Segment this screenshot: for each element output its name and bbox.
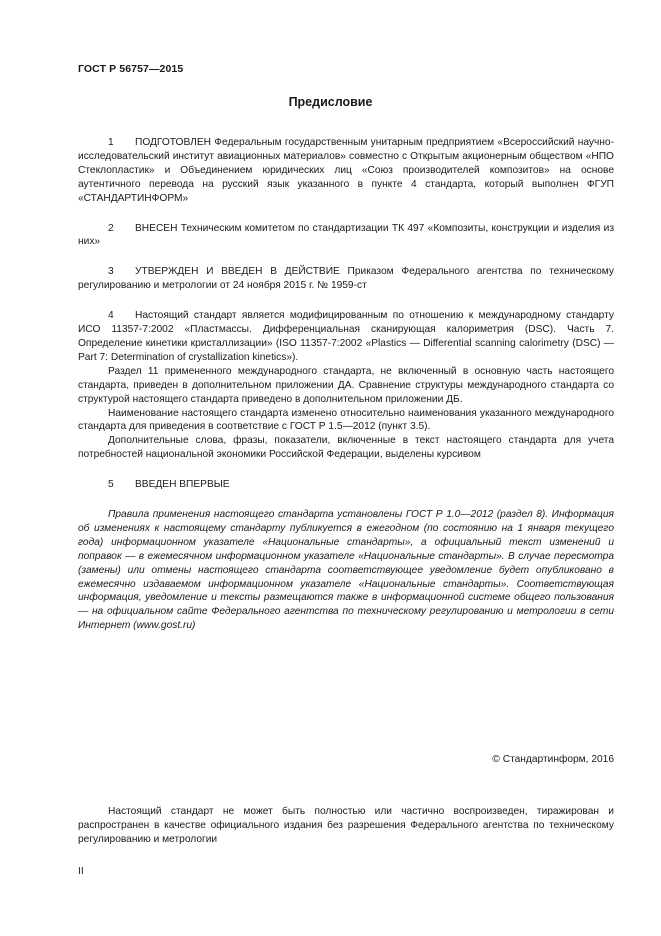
section-number: 1 — [108, 137, 114, 148]
application-rules-note: Правила применения настоящего стандарта установлены ГОСТ Р 1.0—2012 (раздел 8). Информация об изменениях к настоящему стандарту публикуется в ежегодном (по состоянию на 1 января текущего года) информационном указателе «Национальные стандарты», а официальный текст изменений и поправок — в ежемесячном информационном указателе «Национальные стандарты». В случае пересмотра (замены) или отмены настоящего стандарта соответствующее уведомление будет опубликовано в ежемесячно издаваемом информационном указателе «Национальные стандарты». Соответствующая информация, уведомление и тексты размещаются также в информационной системе общего пользования — на официальном сайте Федерального агентства по техническому регулированию и метрологии в сети Интернет (www.gost.ru) — [78, 509, 614, 632]
section-text: ВНЕСЕН Техническим комитетом по стандартизации ТК 497 «Композиты, конструкции и изделия из них» — [78, 222, 614, 248]
section-number: 3 — [108, 266, 114, 278]
section-3 — [78, 265, 614, 293]
section-number: 5 — [108, 479, 114, 491]
section-1 — [78, 136, 614, 206]
page-title: Предисловие — [288, 95, 373, 109]
section-text: ВВЕДЕН ВПЕРВЫЕ — [135, 479, 230, 491]
section-paragraph — [78, 309, 614, 365]
foreword-content — [78, 136, 614, 633]
section-paragraph — [78, 222, 614, 250]
copyright-notice: © Стандартинформ, 2016 — [492, 754, 614, 765]
page-number: II — [78, 866, 84, 877]
section-2 — [78, 222, 614, 250]
section-paragraph — [78, 265, 614, 293]
section-number: 4 — [108, 310, 114, 322]
reproduction-notice: Настоящий стандарт не может быть полностью или частично воспроизведен, тиражирован и распространен в качестве официального издания без разрешения Федерального агентства по техническому регулированию и метрологии — [78, 806, 614, 845]
section-paragraph: Раздел 11 примененного международного стандарта, не включенный в основную часть настоящего стандарта, приведен в дополнительном приложении ДА. Сравнение структуры международного стандарта со структурой настоящего стандарта приведено в дополнительном приложении ДБ. — [78, 365, 614, 405]
section-5 — [78, 478, 614, 492]
section-paragraph — [78, 478, 614, 492]
section-number: 2 — [108, 222, 114, 234]
section-paragraph: Наименование настоящего стандарта изменено относительно наименования указанного международного стандарта для приведения в соответствие с ГОСТ Р 1.5—2012 (пункт 3.5). — [78, 407, 614, 433]
section-4 — [78, 309, 614, 462]
section-text: УТВЕРЖДЕН И ВВЕДЕН В ДЕЙСТВИЕ Приказом Федерального агентства по техническому регулированию и метрологии от 24 ноября 2015 г. № 1959-ст — [78, 266, 614, 292]
standard-code-header: ГОСТ Р 56757—2015 — [78, 63, 184, 75]
section-paragraph: Дополнительные слова, фразы, показатели, включенные в текст настоящего стандарта для учета потребностей национальной экономики Российской Федерации, выделены курсивом — [78, 435, 614, 461]
section-text: ПОДГОТОВЛЕН Федеральным государственным унитарным предприятием «Всероссийский научно-исследовательский институт авиационных материалов» совместно с Открытым акционерным обществом «НПО Стеклопластик» и Объединением юридических лиц «Союз производителей композитов» на основе аутентичного перевода на русский язык указанного в пункте 4 стандарта, который выполнен ФГУП «СТАНДАРТИНФОРМ» — [78, 137, 614, 204]
section-text: Настоящий стандарт является модифицированным по отношению к международному стандарту ИСО 11357-7:2002 «Пластмассы. Дифференциальная сканирующая калориметрия (DSC). Часть 7. Определение кинетики кристаллизации» (ISO 11357-7:2002 «Plastics — Differential scanning calorimetry (DSC) — Part 7: Determination of crystallization kinetics»). — [78, 310, 614, 363]
section-paragraph — [78, 136, 614, 206]
